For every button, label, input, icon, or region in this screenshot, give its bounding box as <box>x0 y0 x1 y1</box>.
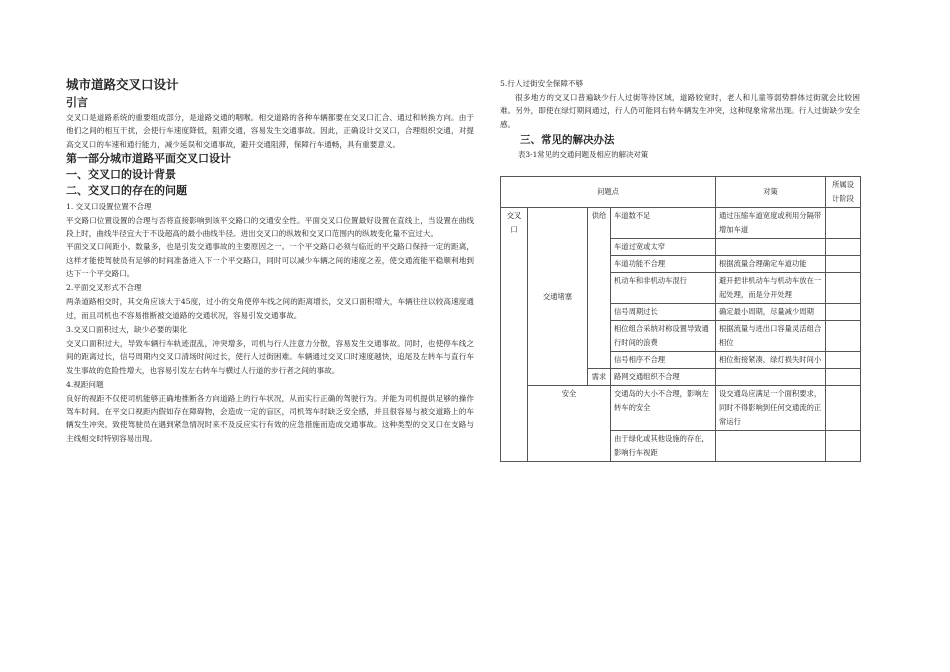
problem5-paragraph: 很多地方的交叉口普遍缺少行人过街等待区域，道路较宽时，老人和儿童等弱势群体过街就会比较困难。另外，即使在绿灯期间通过，行人仍可能同右转车辆发生冲突，这种现象常常出现。行人过街缺少安全感。 <box>500 93 860 129</box>
problem-cell: 由于绿化或其他设施的存在，影响行车视距 <box>611 431 716 462</box>
document-title: 城市道路交叉口设计 <box>66 77 179 92</box>
section3-heading: 三、常见的解决办法 <box>520 133 615 146</box>
intro-paragraph: 交叉口是道路系统的重要组成部分，是道路交通的咽喉。相交道路的各种车辆都要在交叉口汇合、通过和转换方向。由于他们之间的相互干扰，会使行车速度降低，阻滞交通，容易发生交通事故。因此，正确设计交叉口，合理组织交通，对提高交叉口的车速和通行能力，减少延误和交通事故，避开交通阻滞，保障行车通畅，具有重要意义。 <box>66 113 474 149</box>
problem2-title: 2.平面交叉形式不合理 <box>66 283 142 293</box>
problem4-paragraph: 良好的视距不仅使司机能够正确地推断各方向道路上的行车状况，从而实行正确的驾驶行为。并能为司机提供足够的操作驾车时间。在平交口视距内假如存在障碍物，会造成一定的盲区，司机驾车时缺乏安全感，并且很容易与被交道路上的车辆发生冲突。致使驾驶员在遇到紧急情况时来不及反应实行有效的应急措施而造成交通事故。这种类型的交叉口在支路与主线相交时特别容易出现。 <box>66 393 474 443</box>
category-intersection: 交叉口 <box>501 208 528 462</box>
header-stage: 所属设计阶段 <box>826 177 861 208</box>
right-column <box>500 76 860 162</box>
stage-cell <box>826 352 861 369</box>
stage-cell <box>826 239 861 256</box>
header-measure: 对策 <box>716 177 826 208</box>
table-row <box>501 208 861 239</box>
table-header-row <box>501 177 861 208</box>
category-demand: 需求 <box>588 369 611 386</box>
stage-cell <box>826 386 861 431</box>
measure-cell: 相位衔接紧凑，绿灯损失时间小 <box>716 352 826 369</box>
problem1-title: 1. 交叉口设置位置不合理 <box>66 201 152 211</box>
problem-cell: 车道过宽或太窄 <box>611 239 716 256</box>
header-problem: 问题点 <box>501 177 716 208</box>
measure-cell <box>716 239 826 256</box>
problem-cell: 车道功能不合理 <box>611 256 716 273</box>
problem3-paragraph: 交叉口面积过大，导致车辆行车轨迹混乱，冲突增多，司机与行人注意力分散，容易发生交通事故。同时，也使停车线之间的距离过长，信号周期内交叉口清场时间过长，使行人过街困难。车辆通过交叉口时速度越快，追尾及左转车与直行车发生事故的危险性增大，也容易引发左右转车与横过人行道的步行者之间的事故。 <box>66 338 474 375</box>
problem5-title: 5.行人过街安全保障不够 <box>500 79 584 88</box>
problem4-title: 4.视距问题 <box>66 379 104 389</box>
stage-cell <box>826 431 861 462</box>
stage-cell <box>826 369 861 386</box>
stage-cell <box>826 273 861 304</box>
measure-cell: 根据流量与进出口容量灵活组合相位 <box>716 321 826 352</box>
problem2-paragraph: 两条道路相交时，其交角应该大于45度，过小的交角使停车线之间的距离增长，交叉口面积增大，车辆往往以较高速度通过，而且司机也不容易推断被交道路的交通状况，容易引发交通事故。 <box>66 297 474 320</box>
section1-heading: 一、交叉口的设计背景 <box>66 167 176 181</box>
problem-cell: 路网交通组织不合理 <box>611 369 716 386</box>
problem1-paragraph-a: 平交路口位置设置的合理与否将直接影响到该平交路口的交通安全性。平面交叉口位置最好设置在直线上，当设置在曲线段上时，曲线半径宜大于不设超高的最小曲线半径。进出交叉口的纵坡和交叉口范围内的纵坡变化量不宜过大。 <box>66 215 474 239</box>
measure-cell: 避开把非机动车与机动车放在一起处理，而是分开处理 <box>716 273 826 304</box>
measure-cell: 根据流量合理确定车道功能 <box>716 256 826 273</box>
category-supply: 供给 <box>588 208 611 369</box>
table-row <box>501 386 861 431</box>
category-safety: 安全 <box>528 386 611 462</box>
table-caption: 表3-1常见的交通问题及相应的解决对策 <box>518 149 649 159</box>
left-column <box>66 76 474 445</box>
measure-cell: 通过压缩车道宽度或利用分隔带增加车道 <box>716 208 826 239</box>
stage-cell <box>826 321 861 352</box>
problem-cell: 机动车和非机动车混行 <box>611 273 716 304</box>
measure-cell: 设交通岛应满足一个面积要求，同时不得影响到任何交通流的正常运行 <box>716 386 826 431</box>
problem-cell: 交通岛的大小不合理，影响左转车的安全 <box>611 386 716 431</box>
measure-cell <box>716 431 826 462</box>
measure-cell: 确定最小周期，尽量减少周期 <box>716 304 826 321</box>
part1-heading: 第一部分城市道路平面交叉口设计 <box>66 151 231 165</box>
section2-heading: 二、交叉口的存在的问题 <box>66 183 187 197</box>
problem-cell: 信号相序不合理 <box>611 352 716 369</box>
stage-cell <box>826 304 861 321</box>
intro-heading: 引言 <box>66 96 88 109</box>
problem-cell: 相位组合采纳对称设置导致通行时间的浪费 <box>611 321 716 352</box>
problem-cell: 信号周期过长 <box>611 304 716 321</box>
problem-cell: 车道数不足 <box>611 208 716 239</box>
solutions-table <box>500 176 861 462</box>
problem1-paragraph-b: 平面交叉口间距小、数量多，也是引发交通事故的主要原因之一。一个平交路口必须与临近的平交路口保持一定的距离，这样才能使驾驶员有足够的时间准备进入下一个平交路口，同时可以减少车辆之间的速度之差，使交通流能平稳顺利地到达下一个平交路口。 <box>66 242 474 279</box>
measure-cell <box>716 369 826 386</box>
stage-cell <box>826 208 861 239</box>
stage-cell <box>826 256 861 273</box>
category-congestion: 交通堵塞 <box>528 208 588 386</box>
problem3-title: 3.交叉口面积过大，缺少必要的渠化 <box>66 324 188 334</box>
